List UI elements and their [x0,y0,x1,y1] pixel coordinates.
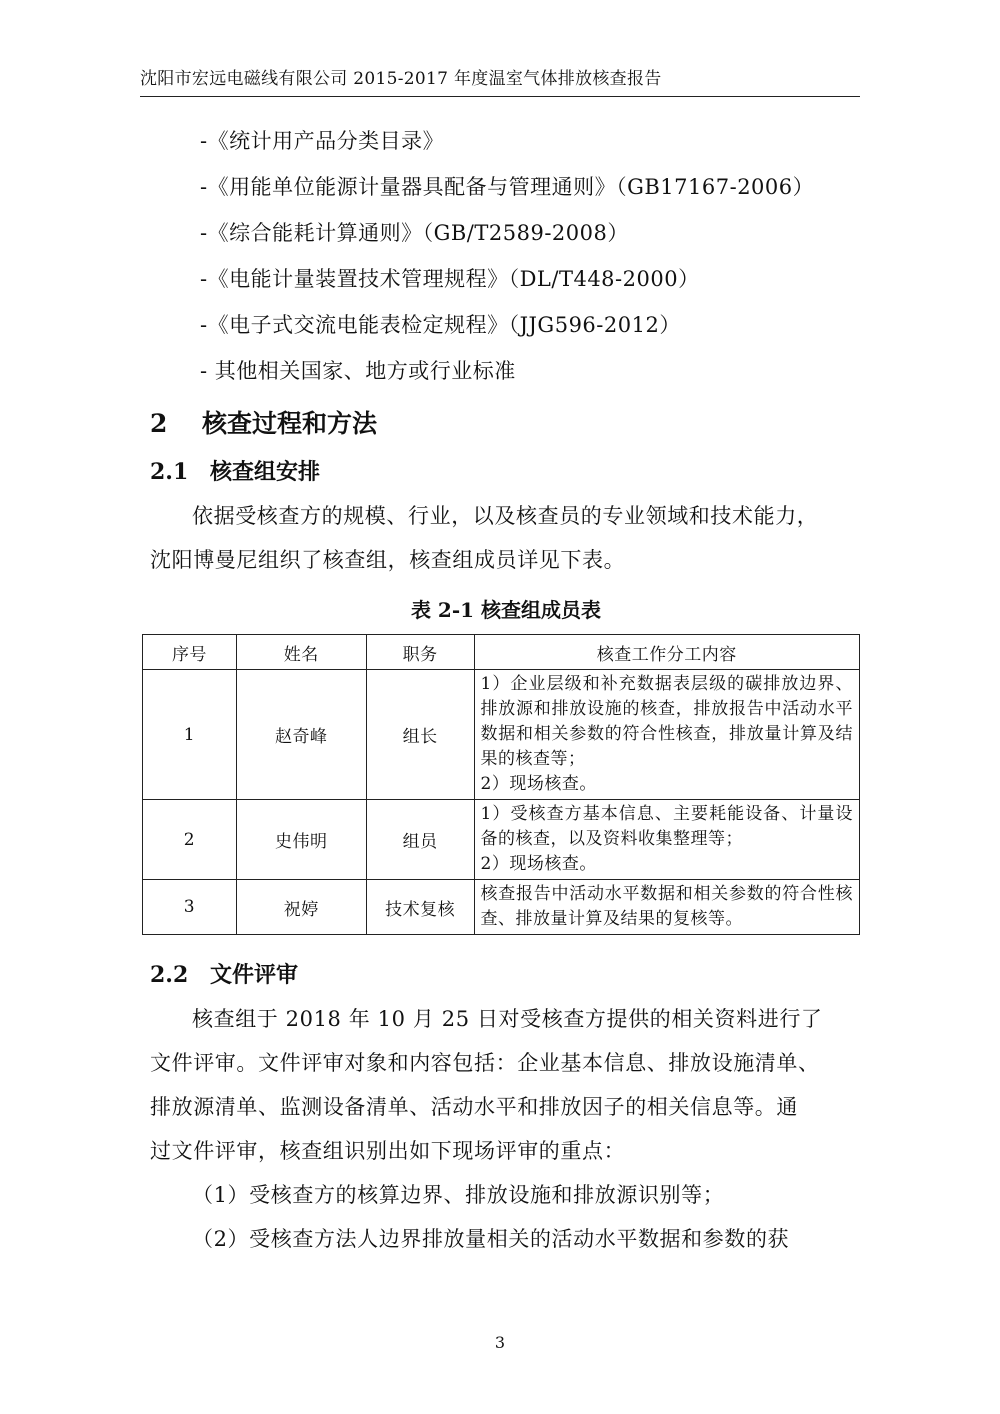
cell-no: 3 [143,880,237,935]
cell-role: 技术复核 [366,880,474,935]
table-row [143,670,860,800]
reference-item: -《用能单位能源计量器具配备与管理通则》（GB17167-2006） [200,175,815,199]
duty-line: 核查报告中活动水平数据和相关参数的符合性核查、排放量计算及结果的复核等。 [480,884,853,929]
duty-line: 2）现场核查。 [480,854,597,874]
page-header: 沈阳市宏远电磁线有限公司 2015-2017 年度温室气体排放核查报告 [140,68,860,97]
section-number: 2.1 [150,459,189,485]
section-2-heading [150,400,862,448]
section-number: 2 [150,409,168,438]
cell-name: 赵奇峰 [236,670,366,800]
header-no: 序号 [143,635,237,670]
section-2-2-heading [150,953,862,997]
paragraph-line: 沈阳博曼尼组织了核查组，核查组成员详见下表。 [150,548,626,572]
cell-duties [474,800,859,880]
paragraph-line: 文件评审。文件评审对象和内容包括：企业基本信息、排放设施清单、 [150,1051,820,1075]
page-content [150,118,862,1261]
reference-item: - 其他相关国家、地方或行业标准 [200,359,516,383]
section-2-2-paragraph [150,997,862,1261]
header-role: 职务 [366,635,474,670]
paragraph-line: 过文件评审，核查组识别出如下现场评审的重点： [150,1139,626,1163]
paragraph-line: 核查组于 2018 年 10 月 25 日对受核查方提供的相关资料进行了 [192,1007,823,1031]
review-point: （2）受核查方法人边界排放量相关的活动水平数据和参数的获 [192,1227,790,1251]
cell-no: 2 [143,800,237,880]
cell-duties [474,880,859,935]
cell-role: 组员 [366,800,474,880]
page-number: 3 [494,1333,506,1352]
cell-duties [474,670,859,800]
reference-list [150,118,862,394]
reference-item: -《综合能耗计算通则》（GB/T2589-2008） [200,221,629,245]
table-caption: 表 2-1 核查组成员表 [410,598,602,622]
duty-line: 2）现场核查。 [480,774,597,794]
section-title: 核查组安排 [210,459,321,485]
cell-name: 史伟明 [236,800,366,880]
section-title: 核查过程和方法 [202,409,378,438]
section-number: 2.2 [150,962,189,988]
table-row [143,800,860,880]
header-name: 姓名 [236,635,366,670]
section-2-1-paragraph [150,494,862,582]
table-row [143,880,860,935]
table-header-row [143,635,860,670]
paragraph-line: 依据受核查方的规模、行业，以及核查员的专业领域和技术能力， [192,504,819,528]
duty-line: 1）受核查方基本信息、主要耗能设备、计量设备的核查，以及资料收集整理等； [480,804,853,849]
cell-role: 组长 [366,670,474,800]
duty-line: 1）企业层级和补充数据表层级的碳排放边界、排放源和排放设施的核查，排放报告中活动水平数据和相关参数的符合性核查，排放量计算及结果的核查等； [480,674,853,769]
section-2-1-heading [150,450,862,494]
review-point: （1）受核查方的核算边界、排放设施和排放源识别等； [192,1183,725,1207]
cell-name: 祝婷 [236,880,366,935]
cell-no: 1 [143,670,237,800]
team-members-table [142,634,860,935]
reference-item: -《电子式交流电能表检定规程》（JJG596-2012） [200,313,681,337]
header-duties: 核查工作分工内容 [474,635,859,670]
section-title: 文件评审 [210,962,299,988]
reference-item: -《统计用产品分类目录》 [200,129,445,153]
reference-item: -《电能计量装置技术管理规程》（DL/T448-2000） [200,267,700,291]
paragraph-line: 排放源清单、监测设备清单、活动水平和排放因子的相关信息等。通 [150,1095,798,1119]
